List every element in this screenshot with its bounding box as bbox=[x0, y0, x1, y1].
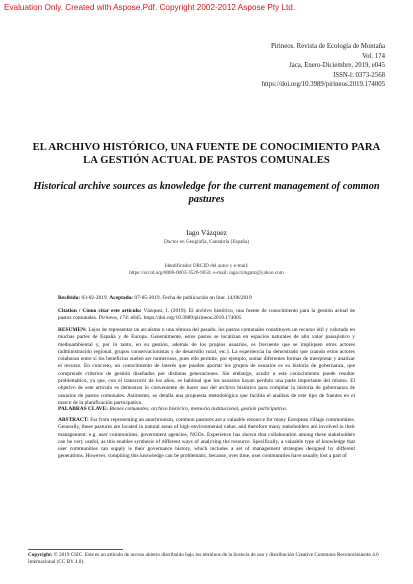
online-date: Fecha de publicación on line: 14/06/2019 bbox=[162, 295, 252, 301]
citation-doi[interactable]: : e045. https://doi.org/10.3989/pirineos.2019.174005 bbox=[127, 315, 242, 322]
received-dates bbox=[58, 295, 355, 302]
journal-name: Pirineos. Revista de Ecología de Montaña bbox=[270, 43, 385, 50]
journal-doi[interactable]: https://doi.org/10.3989/pirineos.2019.174005 bbox=[261, 81, 385, 89]
citation-journal: Pirineos, 174 bbox=[98, 315, 128, 322]
keywords-block bbox=[58, 406, 355, 413]
citation-label: Citation / Cómo citar este artículo: bbox=[58, 308, 142, 314]
accepted-date: 07-05-2019. bbox=[134, 295, 161, 301]
copyright-text: © 2019 CSIC. Este es un artículo de acceso abierto distribuido bajo los términos de la licencia de uso y distribución Creative Commons Reconocimiento 4.0 Internacional (CC BY 4.0). bbox=[28, 552, 379, 566]
journal-info bbox=[262, 42, 385, 90]
footnote-divider bbox=[28, 549, 123, 550]
title-spanish: EL ARCHIVO HISTÓRICO, UNA FUENTE DE CONOCIMIENTO PARA LA GESTIÓN ACTUAL DE PASTOS COMUNALES bbox=[32, 142, 381, 166]
resumen-text: Lejos de representar un arcaísmo o una rémora del pasado, los pastos comunales constituyen un recurso útil y valorado en muchas partes de España y de Europa. Generalmente, estos pastos se localizan en espacios naturales de alto valor paisajístico y medioambiental y, por lo tanto, en su gestión, además de los propios usuarios, es frecuente que se impliquen otros actores (administración regional, grupos conservacionistas y de desarrollo rural, etc.). La experiencia ha demostrado que cuando estos actores colaboran entre sí los beneficios suelen ser numerosos, pues ello permite, por ejemplo, sumar diferentes formas de interpretar y analizar el recurso. En concreto, un conocimiento de interés que pueden aportar los grupos de usuarios es su historia de gobernanza, que comprende criterios de gestión diseñados por distintas generaciones. Sin embargo, acudir a este conocimiento puede resultar problemático, ya que, con el transcurrir de los años, es habitual que los usuarios hayan perdido una parte importante del mismo. El objetivo de este artículo es demostrar lo conveniente de hacer uso del archivo histórico para compilar la historia de gobernanza de usuarios de pastos comunales. Asimismo, se detalla una propuesta metodológica que facilita el análisis de este tipo de fuentes en el marco de la planificación participativa. bbox=[58, 327, 355, 406]
journal-volume: Vol. 174 bbox=[362, 52, 385, 60]
copyright-label: Copyright: bbox=[28, 552, 53, 558]
received-label: Recibido: bbox=[58, 295, 81, 301]
resumen-label: RESUMEN: bbox=[58, 327, 87, 333]
author-name: Iago Vázquez bbox=[186, 228, 227, 237]
title-english: Historical archive sources as knowledge for the current management of common pastures bbox=[33, 181, 380, 205]
identifiers-label: Identificador ORCID del autor y e-mail: bbox=[164, 263, 249, 269]
author-affiliation: Doctor en Geografía, Cantabria (España) bbox=[163, 239, 250, 245]
identifiers-links[interactable]: https://orcid.org/0000-0003-3526-9650. e-mail: iago.txingatz@yahoo.com bbox=[129, 270, 284, 277]
keywords-label: PALABRAS CLAVE: bbox=[58, 406, 108, 412]
citation-text: Vázquez, I. (2019). El archivo histórico, una fuente de conocimiento para la gestión actual de pastos comunales. bbox=[58, 308, 355, 322]
abstract-text: Far from representing an anachronism, common pastures are a valuable resource for many European village communities. Generally, these pastures are located in natural areas of high environmental value, and therefore many stakeholders are involved in their management: e.g. user communities, government agencies, NGOs. Experience has shown that collaboration among these stakeholders can be very useful, as this enables synthesis of different ways of analyzing the resource. Specifically, a valuable type of knowledge that user communities can supply is their governance history, which includes a set of management strategies designed by different generations. However, compiling this knowledge can be problematic, because, over time, user communities have usually lost a part of bbox=[58, 417, 355, 460]
citation-block bbox=[58, 308, 355, 323]
evaluation-watermark: Evaluation Only. Created with Aspose.Pdf. Copyright 2002-2012 Aspose Pty Ltd. bbox=[4, 3, 296, 12]
resumen-block bbox=[58, 327, 355, 407]
copyright-footnote bbox=[28, 552, 385, 566]
author-identifiers bbox=[0, 263, 413, 278]
journal-issn: ISSN-l: 0373-2568 bbox=[333, 71, 385, 79]
journal-issue: Jaca, Enero-Diciembre, 2019, e045 bbox=[289, 62, 385, 70]
abstract-block bbox=[58, 417, 355, 461]
keywords-text: Bienes comunales; archivo histórico, memoria institucional, gestión participativa. bbox=[109, 406, 288, 412]
received-date: 03-02-2019. bbox=[81, 295, 109, 301]
accepted-label: Aceptado: bbox=[109, 295, 134, 301]
abstract-label: ABSTRACT: bbox=[58, 417, 89, 423]
